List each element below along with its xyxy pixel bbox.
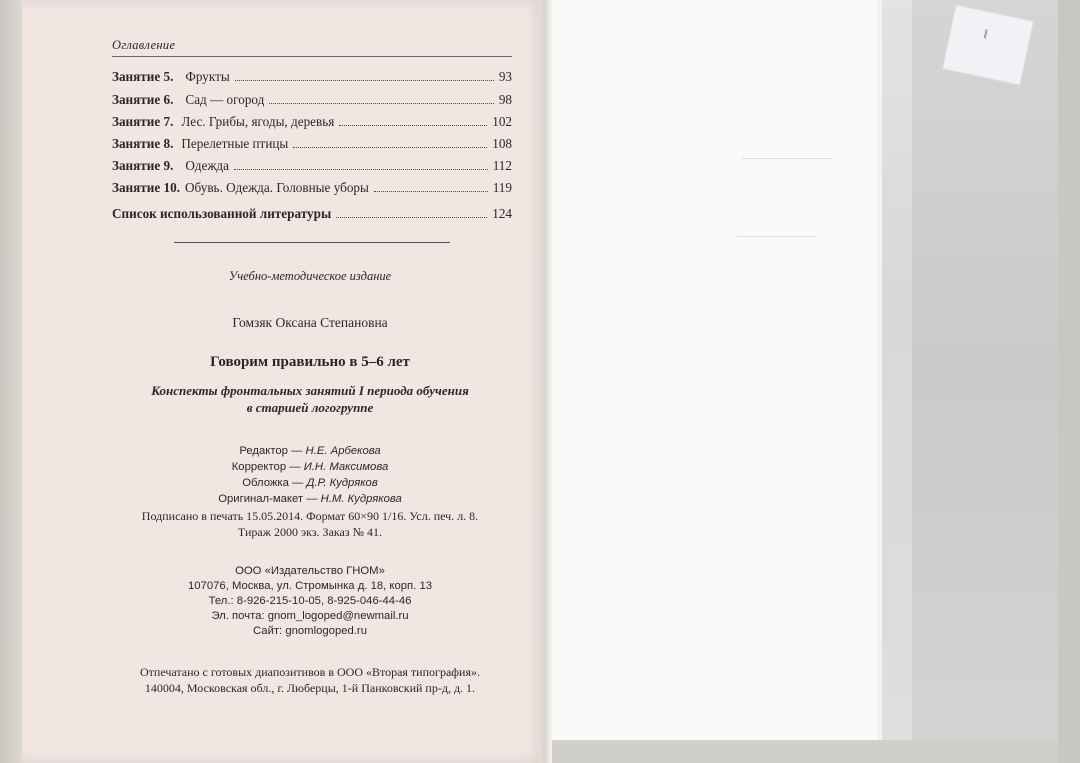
scan-edge-right <box>1058 0 1080 763</box>
toc-leader-dots <box>234 160 488 170</box>
credit-person: И.Н. Максимова <box>303 461 389 473</box>
book-title: Говорим правильно в 5–6 лет <box>210 354 410 370</box>
toc-lesson-name: Перелетные птицы <box>181 136 289 151</box>
toc-lesson-name: Лес. Грибы, ягоды, деревья <box>181 114 335 129</box>
toc-leader-dots <box>293 138 487 148</box>
bleed-through-line <box>737 236 817 237</box>
toc-top-rule <box>112 56 512 57</box>
toc-lesson-name: Обувь. Одежда. Головные уборы <box>185 180 369 195</box>
toc-leader-dots <box>235 71 494 81</box>
publisher-email: Эл. почта: gnom_logoped@newmail.ru <box>211 610 409 622</box>
toc-leader-dots <box>339 116 487 126</box>
credit-person: Н.М. Кудрякова <box>320 493 402 505</box>
toc-lesson-name: Одежда <box>185 158 229 173</box>
toc-page-number: 98 <box>498 92 512 107</box>
book-subtitle-line-2: в старшей логогруппе <box>246 400 374 415</box>
toc-lesson-name: Сад — огород <box>185 92 265 107</box>
toc-leader-dots <box>336 208 487 218</box>
book-gutter <box>538 0 552 763</box>
toc-page-number: 119 <box>492 180 512 195</box>
credit-role: Оригинал-макет — <box>218 493 321 505</box>
toc-page-number: 108 <box>492 136 512 151</box>
credit-person: Н.Е. Арбекова <box>305 445 381 457</box>
credit-proofreader <box>100 461 520 473</box>
toc-page-number: 112 <box>492 158 512 173</box>
toc-page-number: 93 <box>498 69 512 84</box>
publisher-name: ООО «Издательство ГНОМ» <box>235 565 385 577</box>
toc-lesson-number: Занятие 6. <box>112 92 174 107</box>
printer-address: 140004, Московская обл., г. Люберцы, 1-й Панковский пр-д, д. 1. <box>144 681 476 695</box>
edition-type: Учебно-методическое издание <box>228 269 392 283</box>
cover-flap-inner <box>912 0 1058 745</box>
right-page-blank <box>552 0 908 763</box>
toc-row <box>112 114 512 132</box>
scan-edge-left <box>0 0 22 763</box>
toc-lesson-name: Фрукты <box>185 69 230 84</box>
bleed-through-line <box>742 158 832 159</box>
credit-layout <box>100 493 520 505</box>
section-divider <box>174 242 450 243</box>
toc-row <box>112 136 512 154</box>
publisher-phone: Тел.: 8-926-215-10-05, 8-925-046-44-46 <box>208 595 412 607</box>
print-details: Подписано в печать 15.05.2014. Формат 60×90 1/16. Усл. печ. л. 8. <box>141 509 479 523</box>
toc-row <box>112 158 512 176</box>
author-name: Гомзяк Оксана Степановна <box>232 315 388 330</box>
toc-lesson-number: Занятие 10. <box>112 180 180 195</box>
printer-info: Отпечатано с готовых диапозитивов в ООО «Вторая типография». <box>139 665 480 679</box>
toc-row <box>112 69 512 87</box>
book-subtitle-line-1: Конспекты фронтальных занятий I периода обучения <box>151 383 469 398</box>
toc-bibliography-name: Список использованной литературы <box>112 206 332 221</box>
publisher-address: 107076, Москва, ул. Стромынка д. 18, корп. 13 <box>187 580 433 592</box>
credit-role: Корректор — <box>231 461 304 473</box>
publisher-website: Сайт: gnomlogoped.ru <box>253 625 367 637</box>
credit-role: Обложка — <box>242 477 307 489</box>
toc-lesson-number: Занятие 9. <box>112 158 174 173</box>
credit-role: Редактор — <box>239 445 306 457</box>
credit-cover <box>100 477 520 489</box>
toc-leader-dots <box>374 182 488 192</box>
toc-page-number: 124 <box>492 206 512 221</box>
toc-page-number: 102 <box>492 114 512 129</box>
print-run: Тираж 2000 экз. Заказ № 41. <box>237 525 383 539</box>
scan-bottom-band <box>552 740 1058 763</box>
toc-lesson-number: Занятие 8. <box>112 136 174 151</box>
toc-lesson-number: Занятие 7. <box>112 114 174 129</box>
sticker-mark-icon: ‖ <box>976 24 995 43</box>
toc-leader-dots <box>269 94 493 104</box>
toc-lesson-number: Занятие 5. <box>112 69 174 84</box>
toc-row <box>112 92 512 110</box>
toc-row-bibliography <box>112 206 512 224</box>
credit-person: Д.Р. Кудряков <box>306 477 378 489</box>
toc-title: Оглавление <box>112 38 176 52</box>
credit-editor <box>100 445 520 457</box>
toc-row <box>112 180 512 198</box>
